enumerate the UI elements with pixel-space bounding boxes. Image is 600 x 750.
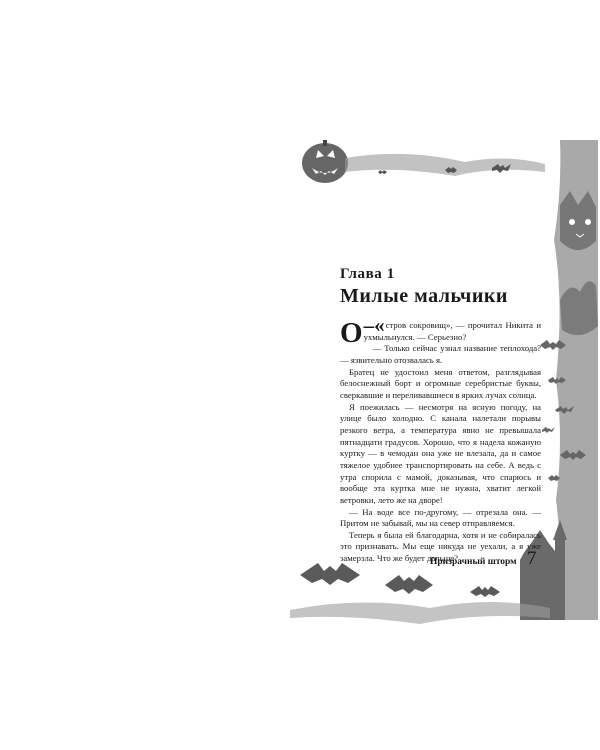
page-number: 7: [527, 548, 537, 569]
opening-dash: –«: [363, 313, 385, 337]
paragraph: Я поежилась — несмотря на ясную погоду, на улице было холодно. С канала налетали порывы резкого ветра, а температура явно не превышала пятнадцати градусов. Хорошо, что я надела кожаную куртку — в чемодан она уже не влезала, да и самое тяжелое удобнее транспортировать на себе. А ведь с утра спорила с мамой, доказывая, что спарюсь и вообще эта куртка мне не нужна, хватит легкой ветровки, лето же на дворе!: [340, 401, 541, 505]
paragraph: — Только сейчас узнал название теплохода? — язвительно отозвалась я.: [340, 343, 541, 365]
running-footer-title: Призрачный шторм: [430, 557, 517, 567]
chapter-label: Глава 1: [340, 266, 395, 282]
drop-cap: О: [340, 317, 363, 349]
paragraph: — На воде все по-другому, — отрезала она. — Притом не забывай, мы на север отправляемся.: [340, 506, 541, 529]
pumpkin-icon: [302, 140, 348, 183]
paragraph-first: [340, 313, 541, 349]
paragraph-text: стров сокровищ», — прочитал Никита и ухмыльнулся. — Серьезно?: [363, 320, 541, 342]
chapter-title: Милые мальчики: [340, 285, 508, 307]
paragraph: Теперь я была ей благодарна, хотя и не собиралась это признавать. Мы еще никуда не уехали, а я уже замерзла. Что же будет дальше?: [340, 529, 541, 564]
paragraph: Братец не удостоил меня ответом, разглядывая белоснежный борт и огромные серебристые буквы, сверкавшие и переливавшиеся в ярких лучах солнца.: [340, 366, 541, 400]
bats-bottom-icon: [300, 563, 500, 597]
body-text: [340, 313, 541, 565]
